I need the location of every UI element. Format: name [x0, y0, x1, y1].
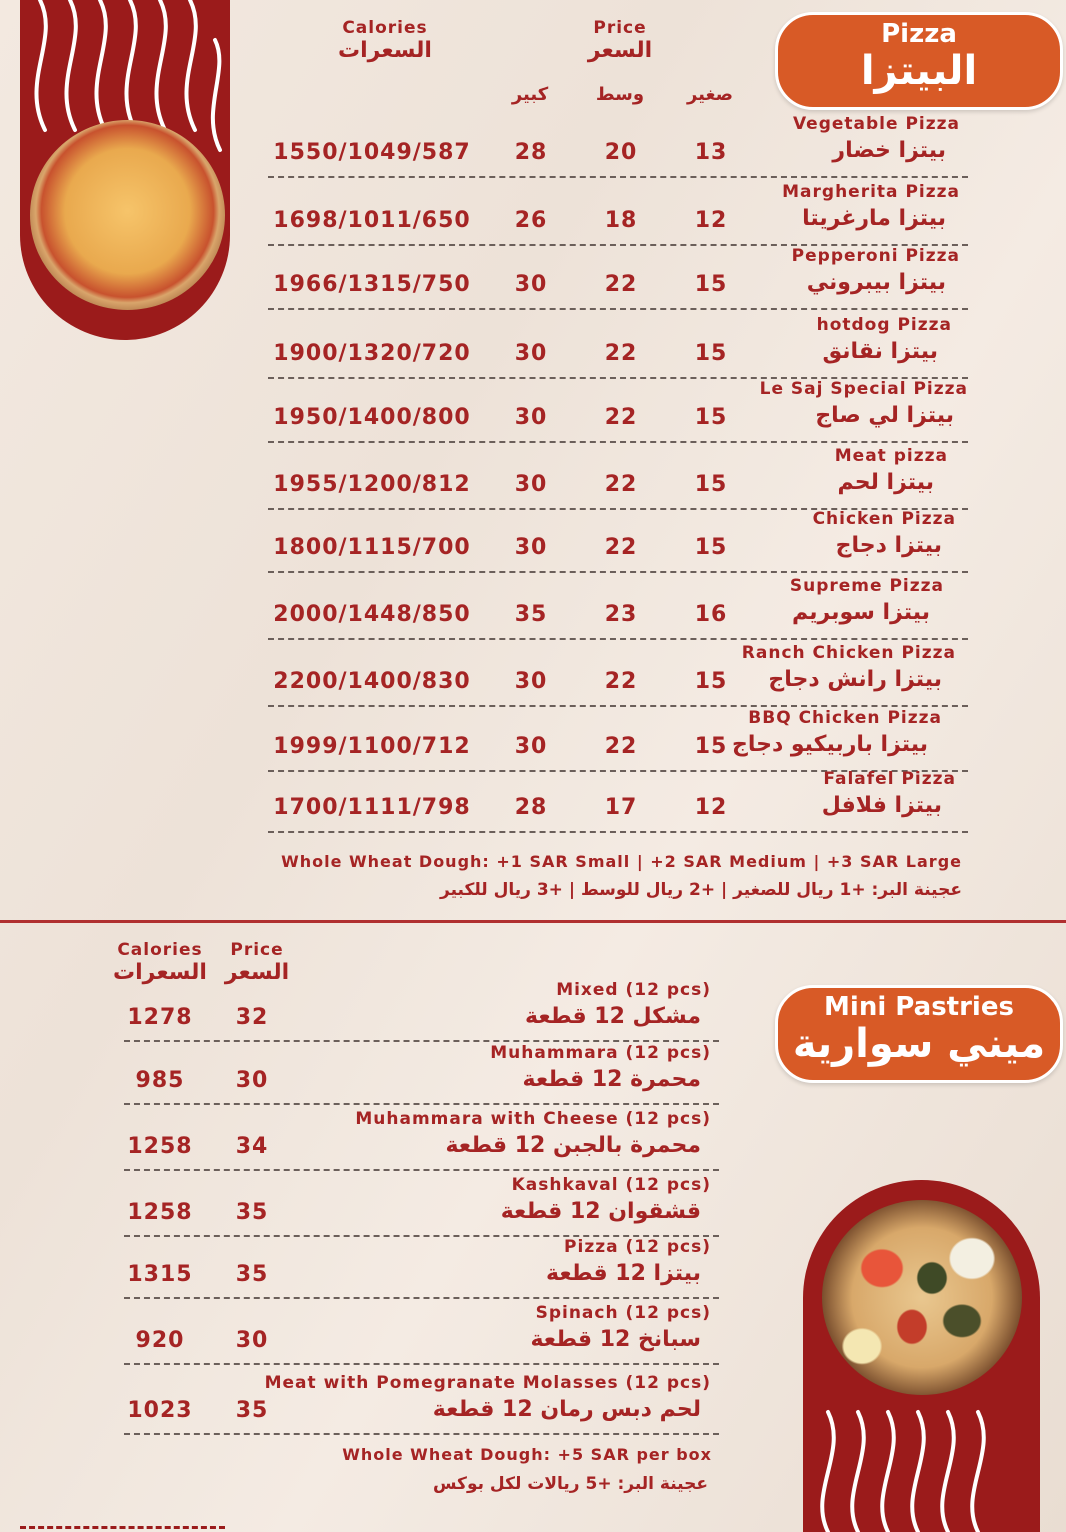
pastries-note-en: Whole Wheat Dough: +5 SAR per box	[342, 1445, 712, 1464]
pastries-title-ar: ميني سوارية	[792, 1021, 1046, 1067]
pizza-item-name-en: BBQ Chicken Pizza	[748, 708, 942, 728]
pizza-item-price-medium: 22	[604, 341, 638, 366]
pastry-item-price: 30	[235, 1068, 269, 1093]
calories-label-en: Calories	[342, 18, 428, 38]
pizza-item-price-large: 28	[514, 140, 548, 165]
row-divider	[268, 638, 968, 640]
pizza-item-name-en: Chicken Pizza	[812, 509, 956, 529]
pizza-item-price-small: 12	[694, 795, 728, 820]
pizza-title-en: Pizza	[881, 19, 957, 49]
pizza-item-price-small: 15	[694, 669, 728, 694]
pizza-item-price-small: 15	[694, 272, 728, 297]
pastries-price-header	[222, 940, 292, 985]
pastry-item-calories: 1278	[127, 1005, 193, 1030]
pizza-item-calories: 1550/1049/587	[273, 140, 471, 165]
pizza-item-name-en: Falafel Pizza	[823, 769, 956, 789]
bottom-dash-strip	[20, 1526, 225, 1529]
pizza-item-name-en: Le Saj Special Pizza	[759, 379, 968, 399]
pastry-item-price: 35	[235, 1262, 269, 1287]
pastry-item-calories: 1315	[127, 1262, 193, 1287]
pizza-price-header	[560, 18, 680, 63]
pastries-calories-ar: السعرات	[113, 960, 207, 985]
pizza-item-price-small: 12	[694, 208, 728, 233]
pizza-item-price-medium: 22	[604, 405, 638, 430]
pastry-item-name-en: Kashkaval (12 pcs)	[511, 1175, 711, 1195]
pizza-item-price-small: 15	[694, 535, 728, 560]
pizza-item-calories: 1950/1400/800	[273, 405, 471, 430]
pizza-item-name-en: Meat pizza	[834, 446, 948, 466]
pizza-item-price-large: 30	[514, 472, 548, 497]
row-divider	[124, 1040, 719, 1042]
row-divider	[124, 1169, 719, 1171]
mini-pastries-photo	[822, 1200, 1022, 1395]
pizza-item-name-ar: بيتزا دجاج	[835, 533, 942, 558]
pizza-item-price-large: 26	[514, 208, 548, 233]
pizza-item-price-medium: 22	[604, 669, 638, 694]
pastry-item-name-en: Muhammara (12 pcs)	[490, 1043, 711, 1063]
pizza-item-price-small: 15	[694, 405, 728, 430]
pizza-item-price-medium: 18	[604, 208, 638, 233]
pizza-item-calories: 1700/1111/798	[273, 795, 471, 820]
pizza-item-price-small: 13	[694, 140, 728, 165]
size-small-label: صغير	[686, 84, 734, 105]
pastries-price-ar: السعر	[224, 960, 290, 985]
pizza-item-name-en: hotdog Pizza	[816, 315, 952, 335]
pizza-item-price-medium: 22	[604, 272, 638, 297]
size-medium-label: وسط	[595, 84, 645, 105]
pastry-item-name-ar: لحم دبس رمان 12 قطعة	[432, 1397, 701, 1422]
pizza-item-name-en: Supreme Pizza	[789, 576, 944, 596]
pizza-note-en: Whole Wheat Dough: +1 SAR Small | +2 SAR Medium | +3 SAR Large	[281, 852, 962, 871]
section-divider	[0, 920, 1066, 923]
row-divider	[268, 176, 968, 178]
pizza-item-calories: 1966/1315/750	[273, 272, 471, 297]
pastry-item-calories: 985	[135, 1068, 185, 1093]
pizza-item-name-ar: بيتزا لي صاج	[815, 403, 954, 428]
pastry-item-name-ar: محمرة بالجبن 12 قطعة	[445, 1133, 701, 1158]
pizza-item-price-large: 30	[514, 341, 548, 366]
pastry-item-calories: 1258	[127, 1200, 193, 1225]
pastries-price-en: Price	[230, 940, 284, 960]
pizza-item-name-ar: بيتزا لحم	[837, 470, 934, 495]
pizza-item-calories: 1900/1320/720	[273, 341, 471, 366]
pizza-item-name-en: Margherita Pizza	[782, 182, 960, 202]
pizza-item-price-large: 30	[514, 669, 548, 694]
pizza-item-calories: 2000/1448/850	[273, 602, 471, 627]
pizza-item-price-small: 15	[694, 734, 728, 759]
pastry-item-calories: 1258	[127, 1134, 193, 1159]
pastry-item-calories: 920	[135, 1328, 185, 1353]
pizza-calories-header	[320, 18, 450, 63]
pizza-item-price-medium: 23	[604, 602, 638, 627]
pizza-item-name-ar: بيتزا فلافل	[821, 793, 942, 818]
pizza-section-badge	[775, 12, 1063, 110]
pastries-note-ar: عجينة البر: +5 ريالات لكل بوكس	[433, 1474, 708, 1494]
row-divider	[268, 441, 968, 443]
pizza-item-price-large: 35	[514, 602, 548, 627]
pizza-item-calories: 2200/1400/830	[273, 669, 471, 694]
pizza-item-price-small: 16	[694, 602, 728, 627]
pastries-calories-en: Calories	[117, 940, 203, 960]
pizza-item-name-ar: بيتزا رانش دجاج	[768, 667, 942, 692]
pizza-item-calories: 1698/1011/650	[273, 208, 471, 233]
calories-label-ar: السعرات	[338, 38, 432, 63]
pastry-item-price: 32	[235, 1005, 269, 1030]
pizza-item-name-ar: بيتزا باربيكيو دجاج	[731, 732, 928, 757]
row-divider	[124, 1297, 719, 1299]
pizza-note-ar: عجينة البر: +1 ريال للصغير | +2 ريال للوسط | +3 ريال للكبير	[440, 880, 962, 900]
row-divider	[124, 1433, 719, 1435]
pastry-item-price: 35	[235, 1200, 269, 1225]
pizza-item-price-small: 15	[694, 472, 728, 497]
pastry-item-name-en: Muhammara with Cheese (12 pcs)	[355, 1109, 711, 1129]
pastry-item-price: 30	[235, 1328, 269, 1353]
pastry-item-name-ar: محمرة 12 قطعة	[522, 1067, 701, 1092]
pastry-item-name-en: Mixed (12 pcs)	[556, 980, 711, 1000]
pizza-item-calories: 1800/1115/700	[273, 535, 471, 560]
pizza-item-price-large: 30	[514, 405, 548, 430]
row-divider	[268, 308, 968, 310]
pizza-item-price-medium: 22	[604, 472, 638, 497]
pizza-title-ar: البيتزا	[860, 48, 978, 94]
price-label-en: Price	[593, 18, 647, 38]
pastry-item-name-en: Meat with Pomegranate Molasses (12 pcs)	[264, 1373, 711, 1393]
pizza-item-price-medium: 20	[604, 140, 638, 165]
pizza-item-price-large: 30	[514, 272, 548, 297]
pizza-item-name-en: Pepperoni Pizza	[791, 246, 960, 266]
pizza-item-name-ar: بيتزا بيبروني	[806, 270, 946, 295]
pastry-item-name-ar: بيتزا 12 قطعة	[546, 1261, 701, 1286]
pizza-photo	[30, 120, 225, 310]
pastry-item-calories: 1023	[127, 1398, 193, 1423]
pastry-item-price: 35	[235, 1398, 269, 1423]
pizza-item-price-large: 28	[514, 795, 548, 820]
pastries-calories-header	[110, 940, 210, 985]
row-divider	[124, 1103, 719, 1105]
price-label-ar: السعر	[587, 38, 653, 63]
pizza-item-name-ar: بيتزا مارغريتا	[802, 206, 946, 231]
pastry-item-name-en: Spinach (12 pcs)	[535, 1303, 711, 1323]
row-divider	[268, 571, 968, 573]
pizza-item-price-large: 30	[514, 734, 548, 759]
pastry-item-name-ar: قشقوان 12 قطعة	[500, 1199, 701, 1224]
pizza-item-calories: 1999/1100/712	[273, 734, 471, 759]
pizza-item-name-en: Vegetable Pizza	[792, 114, 960, 134]
pizza-item-name-ar: بيتزا سوبريم	[792, 600, 930, 625]
row-divider	[124, 1363, 719, 1365]
pizza-item-calories: 1955/1200/812	[273, 472, 471, 497]
pizza-item-price-small: 15	[694, 341, 728, 366]
row-divider	[268, 831, 968, 833]
pastry-item-name-en: Pizza (12 pcs)	[564, 1237, 711, 1257]
pizza-item-name-en: Ranch Chicken Pizza	[741, 643, 956, 663]
pastries-section-badge	[775, 985, 1063, 1083]
pastry-item-price: 34	[235, 1134, 269, 1159]
pizza-item-price-medium: 17	[604, 795, 638, 820]
pastry-item-name-ar: سبانخ 12 قطعة	[530, 1327, 701, 1352]
pizza-item-name-ar: بيتزا نقانق	[822, 339, 938, 364]
pastries-title-en: Mini Pastries	[824, 992, 1014, 1022]
pizza-item-name-ar: بيتزا خضار	[832, 138, 946, 163]
pastry-item-name-ar: مشكل 12 قطعة	[525, 1004, 701, 1029]
row-divider	[268, 705, 968, 707]
pizza-item-price-medium: 22	[604, 734, 638, 759]
size-large-label: كبير	[511, 84, 549, 105]
pizza-item-price-medium: 22	[604, 535, 638, 560]
pizza-item-price-large: 30	[514, 535, 548, 560]
